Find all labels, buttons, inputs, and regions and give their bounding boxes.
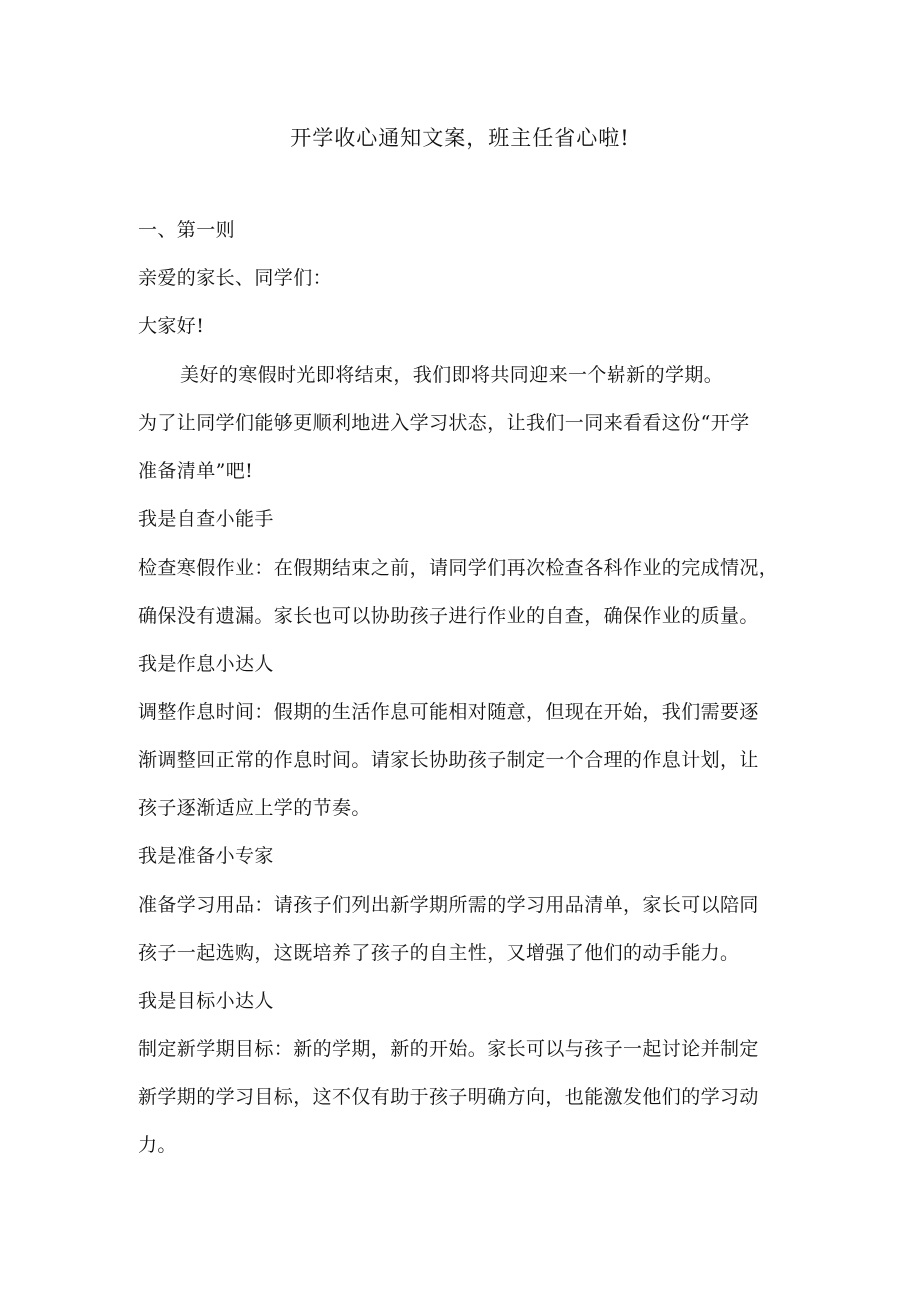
paragraph-line: 为了让同学们能够更顺利地进入学习状态，让我们一同来看看这份“开学 xyxy=(138,412,750,434)
paragraph-line: 孩子一起选购，这既培养了孩子的自主性，又增强了他们的动手能力。 xyxy=(138,942,740,964)
paragraph-line: 调整作息时间：假期的生活作息可能相对随意，但现在开始，我们需要逐 xyxy=(138,701,759,723)
greeting: 大家好! xyxy=(138,315,205,337)
paragraph-line: 力。 xyxy=(138,1134,177,1156)
paragraph-line: 确保没有遗漏。家长也可以协助孩子进行作业的自查，确保作业的质量。 xyxy=(138,605,759,627)
section-heading: 一、第一则 xyxy=(138,219,236,241)
document-title: 开学收心通知文案，班主任省心啦! xyxy=(290,126,630,150)
paragraph-line: 制定新学期目标：新的学期，新的开始。家长可以与孩子一起讨论并制定 xyxy=(138,1038,759,1060)
paragraph-line: 检查寒假作业：在假期结束之前，请同学们再次检查各科作业的完成情况， xyxy=(138,557,779,579)
paragraph-line: 美好的寒假时光即将结束，我们即将共同迎来一个崭新的学期。 xyxy=(180,364,724,386)
subheading-schedule: 我是作息小达人 xyxy=(138,653,274,675)
paragraph-line: 准备清单”吧! xyxy=(138,460,254,482)
paragraph-line: 准备学习用品：请孩子们列出新学期所需的学习用品清单，家长可以陪同 xyxy=(138,894,759,916)
subheading-self-check: 我是自查小能手 xyxy=(138,508,274,530)
salutation: 亲爱的家长、同学们： xyxy=(138,267,333,289)
paragraph-line: 新学期的学习目标，这不仅有助于孩子明确方向，也能激发他们的学习动 xyxy=(138,1086,759,1108)
paragraph-line: 孩子逐渐适应上学的节奏。 xyxy=(138,797,371,819)
subheading-goals: 我是目标小达人 xyxy=(138,990,274,1012)
subheading-preparation: 我是准备小专家 xyxy=(138,845,274,867)
paragraph-line: 渐调整回正常的作息时间。请家长协助孩子制定一个合理的作息计划，让 xyxy=(138,749,759,771)
